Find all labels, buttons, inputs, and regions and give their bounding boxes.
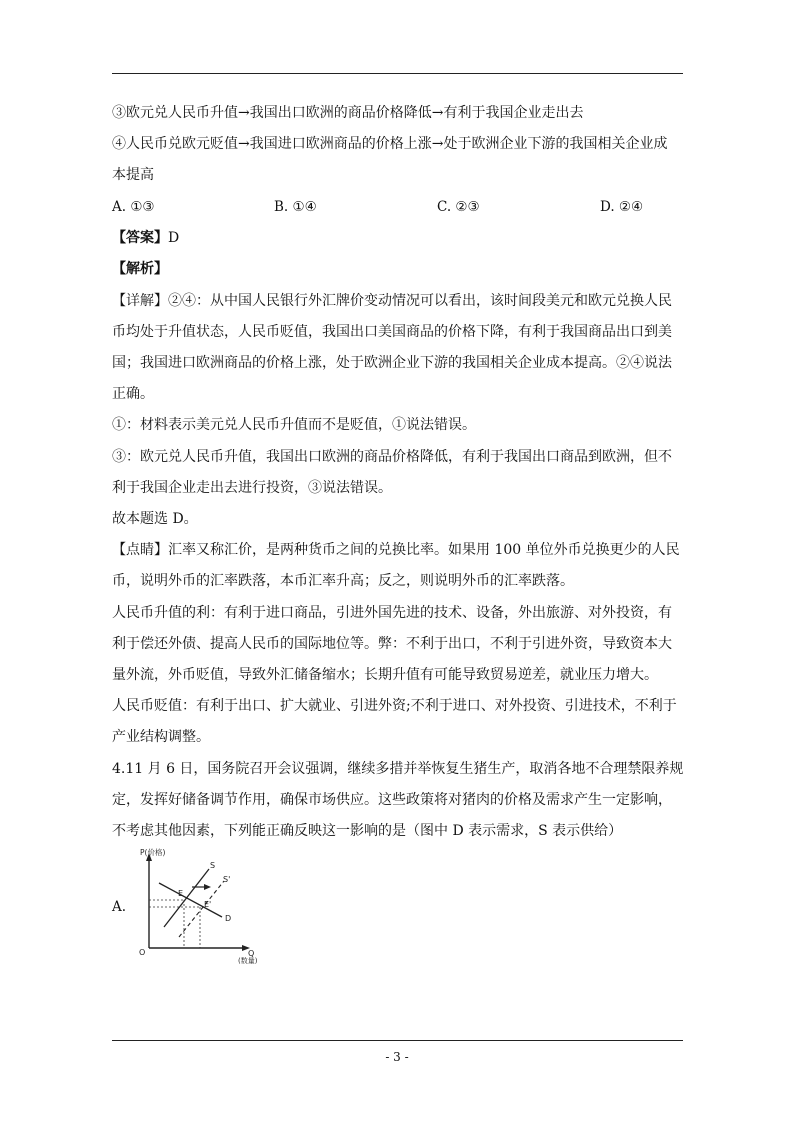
question-line: 4.11 月 6 日，国务院召开会议强调，继续多措并举恢复生猪生产，取消各地不合理禁限养规 <box>112 761 684 777</box>
shift-arrow-head <box>204 884 211 890</box>
eq2-label: E' <box>204 900 212 909</box>
supply-shifted-curve <box>179 881 224 937</box>
detail-line: 国；我国进口欧洲商品的价格上涨，处于欧洲企业下游的我国相关企业成本提高。②④说法 <box>112 355 672 371</box>
eq1-label: E <box>178 889 184 898</box>
choice-b: B. ①④ <box>274 199 317 215</box>
option-line-3: ③欧元兑人民币升值→我国出口欧洲的商品价格降低→有利于我国企业走出去 <box>112 105 584 121</box>
supply-shifted-label: S' <box>223 875 231 884</box>
answer-tag: 【答案】 <box>112 230 168 246</box>
header-rule <box>112 73 683 74</box>
footer-rule <box>112 1040 683 1041</box>
answer-value: D <box>168 230 180 246</box>
option-line-4-cont: 本提高 <box>112 167 154 183</box>
detail-line: ③：欧元兑人民币升值，我国出口欧洲的商品价格降低，有利于我国出口商品到欧洲，但不 <box>112 449 672 465</box>
demand-curve <box>159 883 222 917</box>
detail-line: 币，说明外币的汇率跌落，本币汇率升高；反之，则说明外币的汇率跌落。 <box>112 573 574 589</box>
answer <box>112 229 179 247</box>
question-line: 不考虑其他因素，下列能正确反映这一影响的是（图中 D 表示需求，S 表示供给） <box>112 823 623 839</box>
detail-line: 人民币升值的利：有利于进口商品，引进外国先进的技术、设备，外出旅游、对外投资，有 <box>112 605 672 621</box>
detail-line: 【点睛】汇率又称汇价，是两种货币之间的兑换比率。如果用 100 单位外币兑换更少的人民 <box>112 542 680 558</box>
option-line-4: ④人民币兑欧元贬值→我国进口欧洲商品的价格上涨→处于欧洲企业下游的我国相关企业成 <box>112 136 668 152</box>
demand-label: D <box>225 914 232 923</box>
supply-label: S <box>210 861 216 870</box>
choice-a: A. ①③ <box>112 199 155 215</box>
analysis-heading: 【解析】 <box>112 261 168 277</box>
figure-option-label: A. <box>112 899 127 915</box>
detail-line: ①：材料表示美元兑人民币升值而不是贬值，①说法错误。 <box>112 417 476 433</box>
question-line: 定，发挥好储备调节作用，确保市场供应。这些政策将对猪肉的价格及需求产生一定影响， <box>112 792 672 808</box>
detail-line: 正确。 <box>112 386 154 402</box>
choice-d: D. ②④ <box>600 199 644 215</box>
page-number: - 3 - <box>385 1050 409 1064</box>
detail-line: 人民币贬值：有利于出口、扩大就业、引进外资;不利于进口、对外投资、引进技术，不利于 <box>112 698 677 714</box>
origin-label: O <box>139 948 146 957</box>
x-axis-unit: (数量) <box>238 957 258 965</box>
detail-line: 【详解】②④：从中国人民银行外汇牌价变动情况可以看出，该时间段美元和欧元兑换人民 <box>112 293 672 309</box>
y-axis-label: P(价格) <box>140 848 166 857</box>
supply-demand-figure <box>134 845 284 965</box>
detail-line: 量外流，外币贬值，导致外汇储备缩水；长期升值有可能导致贸易逆差，就业压力增大。 <box>112 667 658 683</box>
detail-line: 产业结构调整。 <box>112 729 210 745</box>
choice-c: C. ②③ <box>437 199 480 215</box>
x-axis-label: Q <box>248 949 255 958</box>
detail-line: 故本题选 D。 <box>112 511 198 527</box>
detail-line: 利于我国企业走出去进行投资，③说法错误。 <box>112 480 392 496</box>
detail-line: 币均处于升值状态，人民币贬值，我国出口美国商品的价格下降，有利于我国商品出口到美 <box>112 324 672 340</box>
detail-line: 利于偿还外债、提高人民币的国际地位等。弊：不利于出口，不利于引进外资，导致资本大 <box>112 636 672 652</box>
